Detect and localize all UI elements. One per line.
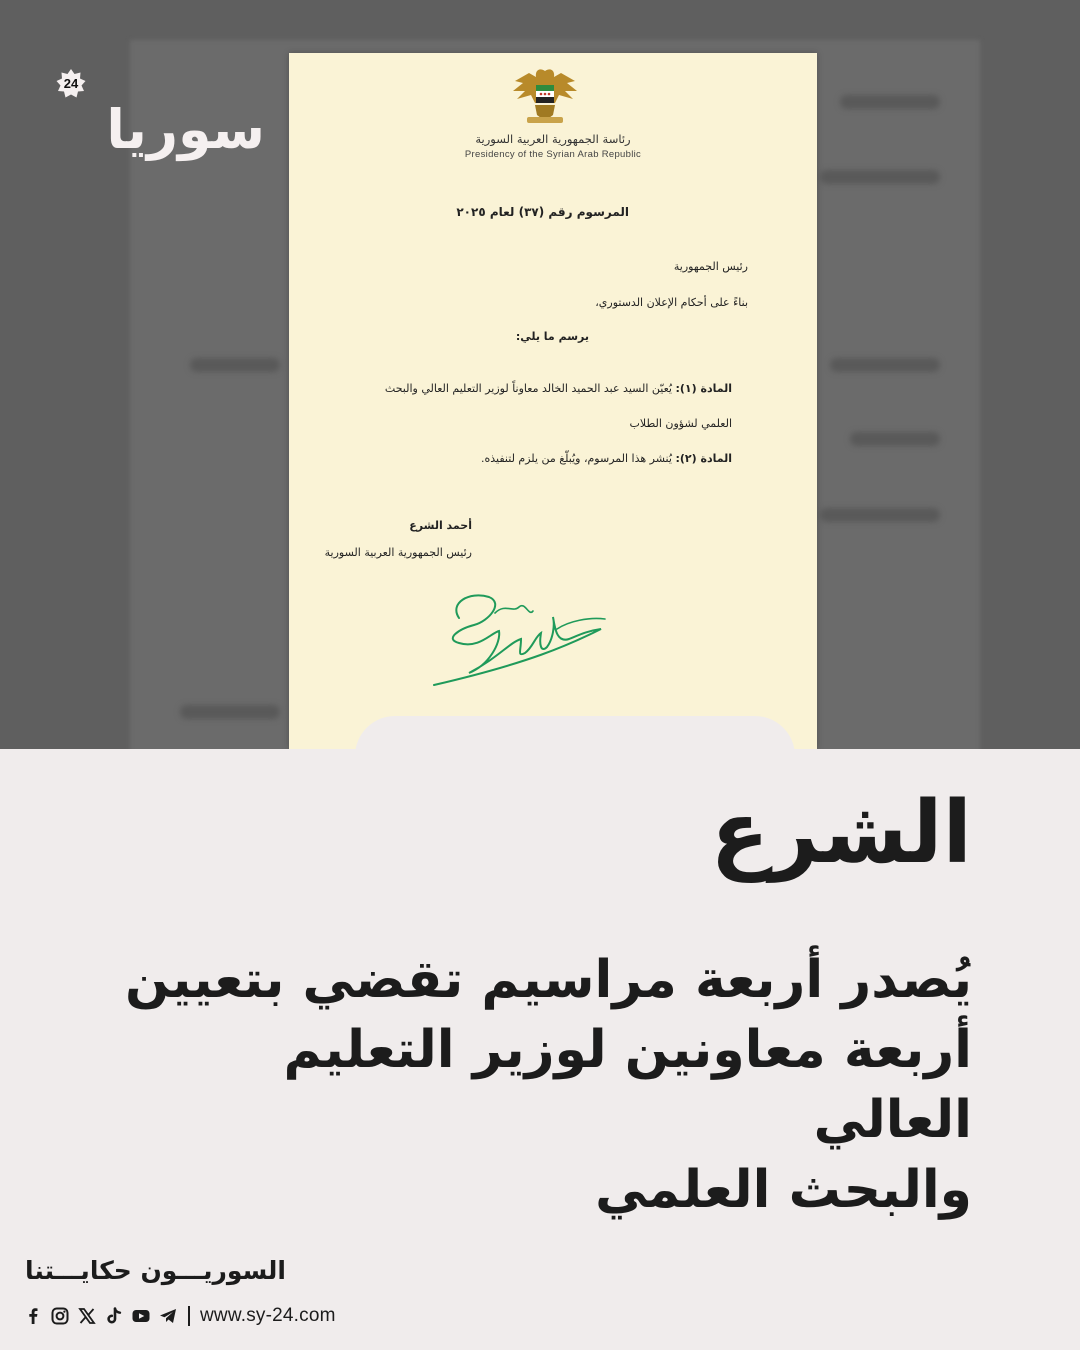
article-2 [481, 452, 732, 465]
headline-subtitle [112, 945, 972, 1225]
divider [188, 1306, 190, 1326]
brand-logo [55, 68, 270, 193]
signature [429, 573, 609, 688]
decrees-line: يرسم ما يلي: [515, 330, 589, 343]
blurred-text [820, 170, 940, 184]
subtitle-line-2: أربعة معاونين لوزير التعليم العالي [283, 1020, 972, 1150]
telegram-icon[interactable] [158, 1306, 178, 1326]
article-2-label: المادة (٢): [675, 452, 732, 465]
blurred-text [840, 95, 940, 109]
instagram-icon[interactable] [50, 1306, 70, 1326]
presidency-english: Presidency of the Syrian Arab Republic [464, 149, 642, 160]
presidency-arabic: رئاسة الجمهورية العربية السورية [475, 132, 631, 146]
subtitle-line-3: والبحث العلمي [595, 1160, 972, 1220]
article-1 [385, 382, 732, 395]
subtitle-line-1: يُصدر أربعة مراسيم تقضي بتعيين [125, 950, 972, 1010]
social-bar [23, 1303, 336, 1329]
youtube-icon[interactable] [131, 1306, 151, 1326]
article-2-text: يُنشر هذا المرسوم، ويُبلّغ من يلزم لتنفيذه. [481, 452, 672, 465]
blurred-text [850, 432, 940, 446]
basis-line: بناءً على أحكام الإعلان الدستوري، [595, 296, 748, 309]
blurred-text [820, 508, 940, 522]
tiktok-icon[interactable] [104, 1306, 124, 1326]
issuer-line: رئيس الجمهورية [673, 260, 748, 273]
blurred-text [190, 358, 280, 372]
signer-title: رئيس الجمهورية العربية السورية [324, 546, 472, 559]
article-1-continuation: العلمي لشؤون الطلاب [629, 417, 732, 430]
decree-title: المرسوم رقم (٣٧) لعام ٢٠٢٥ [456, 205, 629, 219]
headline-title: الشرع [710, 783, 972, 883]
eagle-emblem-icon [509, 65, 581, 127]
facebook-icon[interactable] [23, 1306, 43, 1326]
article-1-label: المادة (١): [675, 382, 732, 395]
logo-word: سوريا [106, 98, 265, 161]
signer-name: أحمد الشرع [409, 519, 472, 532]
decree-paper [289, 53, 817, 749]
article-1-text: يُعيّن السيد عبد الحميد الخالد معاوناً لوزير التعليم العالي والبحث [384, 382, 672, 395]
footer-slogan: السوريـــون حكايـــتنا [25, 1256, 286, 1285]
website-link[interactable]: www.sy-24.com [200, 1305, 336, 1326]
blurred-text [180, 705, 280, 719]
x-icon[interactable] [77, 1306, 97, 1326]
blurred-text [830, 358, 940, 372]
badge-number: 24 [63, 76, 79, 91]
